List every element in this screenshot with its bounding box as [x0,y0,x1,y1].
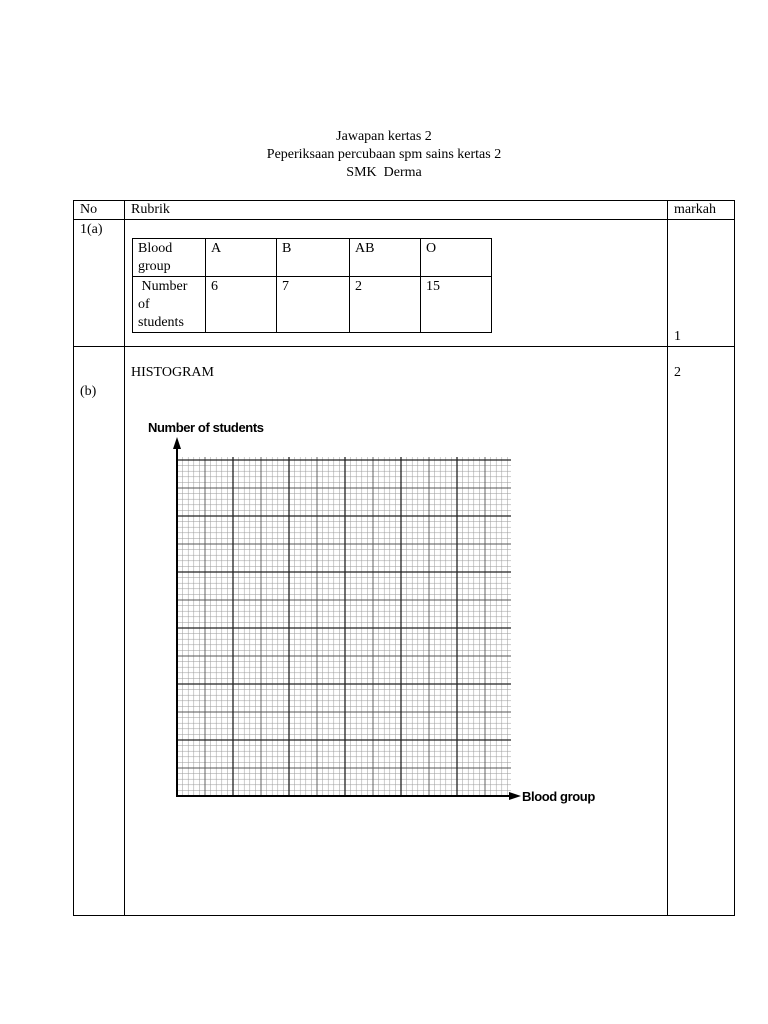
y-axis-arrow-icon [173,437,181,449]
table-cell: 2 [350,277,421,333]
row-marks-b: 2 [674,365,681,380]
x-axis-arrow-icon [509,792,521,800]
row-number-1a: 1(a) [80,222,103,237]
rubric-table [73,200,735,916]
document-header [0,128,768,182]
row-divider [74,219,734,220]
table-cell: 6 [206,277,277,333]
histogram-title: HISTOGRAM [131,365,214,380]
header-line-3: SMK Derma [346,165,422,180]
table-row [133,239,492,277]
major-grid [177,457,511,796]
mid-grid [177,457,511,796]
table-row [133,277,492,333]
students-label-line: of [138,297,150,312]
table-cell: AB [350,239,421,277]
table-cell: 7 [277,277,350,333]
row-number-b: (b) [80,384,97,399]
table-cell: O [421,239,492,277]
table-header-cell [133,239,206,277]
graph-paper-svg [145,415,625,835]
histogram-graph-paper [145,415,625,835]
blood-group-label-line: group [138,259,171,274]
row-marks-1a: 1 [674,329,681,344]
column-divider [124,201,125,915]
table-cell: B [277,239,350,277]
students-label-line: students [138,315,184,330]
column-header-rubric: Rubrik [131,202,170,217]
students-label-line: Number [138,279,188,294]
column-header-marks: markah [674,202,716,217]
blood-group-label-line: Blood [138,241,173,256]
x-axis-label: Blood group [522,789,595,804]
column-divider [667,201,668,915]
table-cell: 15 [421,277,492,333]
y-axis-label: Number of students [148,420,264,435]
header-line-2: Peperiksaan percubaan spm sains kertas 2 [266,147,502,162]
table-header-cell [133,277,206,333]
table-cell: A [206,239,277,277]
minor-grid [177,457,511,796]
column-header-no: No [80,202,98,217]
row-divider [74,346,734,347]
header-line-1: Jawapan kertas 2 [336,129,432,144]
blood-group-table [132,238,492,333]
